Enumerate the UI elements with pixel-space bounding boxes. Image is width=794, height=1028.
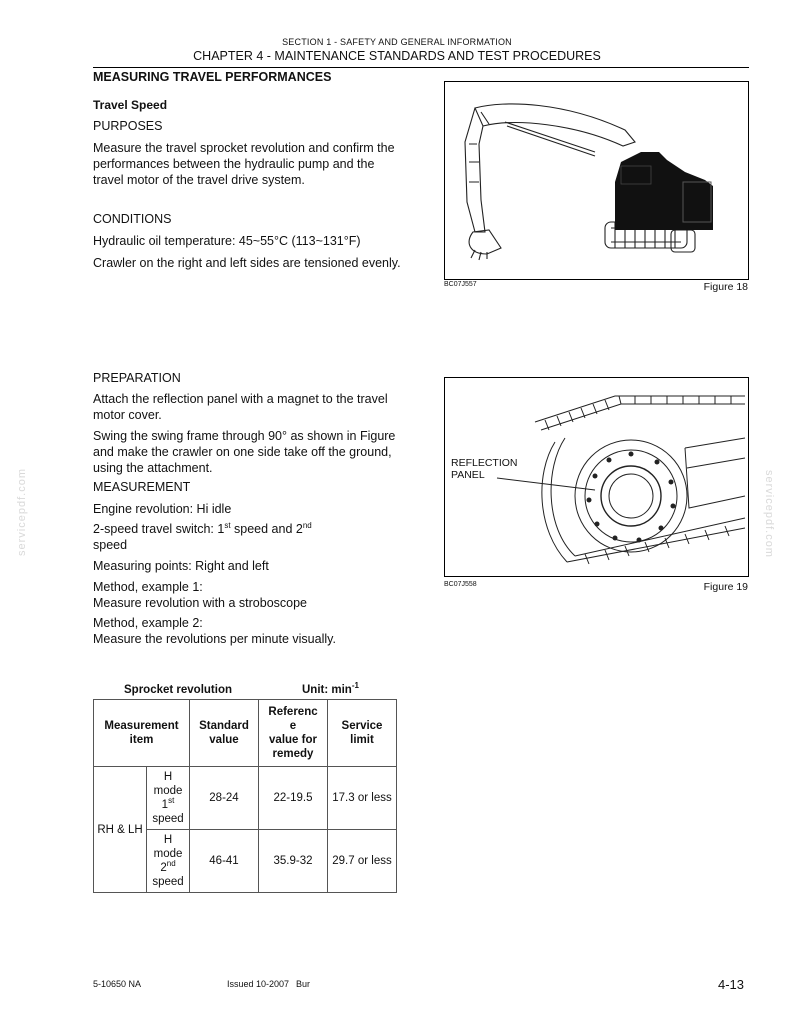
standard-cell: 46-41 xyxy=(190,830,259,893)
standard-cell: 28-24 xyxy=(190,767,259,830)
excavator-illustration xyxy=(445,82,748,279)
measurement-engine: Engine revolution: Hi idle xyxy=(93,502,232,516)
conditions-line1: Hydraulic oil temperature: 45~55°C (113~131°F) xyxy=(93,234,361,248)
watermark-right: servicepdf.com xyxy=(763,470,775,558)
mode-cell: H mode 1st speed xyxy=(147,767,190,830)
subtitle: Travel Speed xyxy=(93,98,168,112)
measurement-points: Measuring points: Right and left xyxy=(93,559,269,573)
section-header: SECTION 1 - SAFETY AND GENERAL INFORMATION xyxy=(282,37,512,47)
preparation-p1: Attach the reflection panel with a magnet to the travel motor cover. xyxy=(93,392,388,422)
footer-language: Bur xyxy=(296,979,311,989)
footer-doc-number: 5-10650 NA xyxy=(93,979,142,989)
watermark-left: servicepdf.com xyxy=(16,468,28,556)
purposes-text: Measure the travel sprocket revolution and confirm the performances between the hydraulic pump and the travel motor of the travel drive system. xyxy=(93,141,395,187)
sprocket-revolution-table xyxy=(93,699,397,893)
chapter-header: CHAPTER 4 - MAINTENANCE STANDARDS AND TEST PROCEDURES xyxy=(193,49,601,63)
purposes-label: PURPOSES xyxy=(93,119,163,133)
side-cell: RH & LH xyxy=(94,767,147,893)
preparation-label: PREPARATION xyxy=(93,371,181,385)
conditions-label: CONDITIONS xyxy=(93,212,172,226)
header-service-limit: Service limit xyxy=(328,700,397,767)
method2-title: Method, example 2: xyxy=(93,616,203,630)
method1-title: Method, example 1: xyxy=(93,580,203,594)
table-row xyxy=(94,767,397,830)
header-reference-value: Referenc e value for remedy xyxy=(259,700,328,767)
preparation-p2: Swing the swing frame through 90° as shown in Figure and make the crawler on one side take off the ground, using the attachment. xyxy=(93,429,396,475)
limit-cell: 29.7 or less xyxy=(328,830,397,893)
header-measurement-item: Measurement item xyxy=(94,700,190,767)
reference-cell: 22-19.5 xyxy=(259,767,328,830)
method2-text: Measure the revolutions per minute visually. xyxy=(93,632,336,646)
limit-cell: 17.3 or less xyxy=(328,767,397,830)
mode-cell: H mode 2nd speed xyxy=(147,830,190,893)
conditions-line2: Crawler on the right and left sides are tensioned evenly. xyxy=(93,256,401,270)
figure-18-frame xyxy=(444,81,749,280)
figure-19-code: BC07J558 xyxy=(444,581,477,588)
method1-text: Measure revolution with a stroboscope xyxy=(93,596,308,610)
figure-18-code: BC07J557 xyxy=(444,281,477,288)
footer-issued: Issued 10-2007 xyxy=(227,979,290,989)
figure-18-label: Figure 18 xyxy=(703,281,748,293)
table-unit: Unit: $\min^{-1}$ xyxy=(302,681,359,696)
reflection-panel-callout: REFLECTION PANEL xyxy=(451,457,518,481)
reference-cell: 35.9-32 xyxy=(259,830,328,893)
figure-19-label: Figure 19 xyxy=(703,581,748,593)
header-standard-value: Standard value xyxy=(190,700,259,767)
figure-19-frame xyxy=(444,377,749,577)
measurement-switch: 2-speed travel switch: 1st speed and 2nd speed xyxy=(93,520,312,552)
page-number: 4-13 xyxy=(718,977,745,992)
table-caption: Sprocket revolution xyxy=(124,684,232,696)
measurement-label: MEASUREMENT xyxy=(93,480,191,494)
page-title: MEASURING TRAVEL PERFORMANCES xyxy=(93,70,332,84)
header-rule xyxy=(93,67,749,68)
table-header-row xyxy=(94,700,397,767)
